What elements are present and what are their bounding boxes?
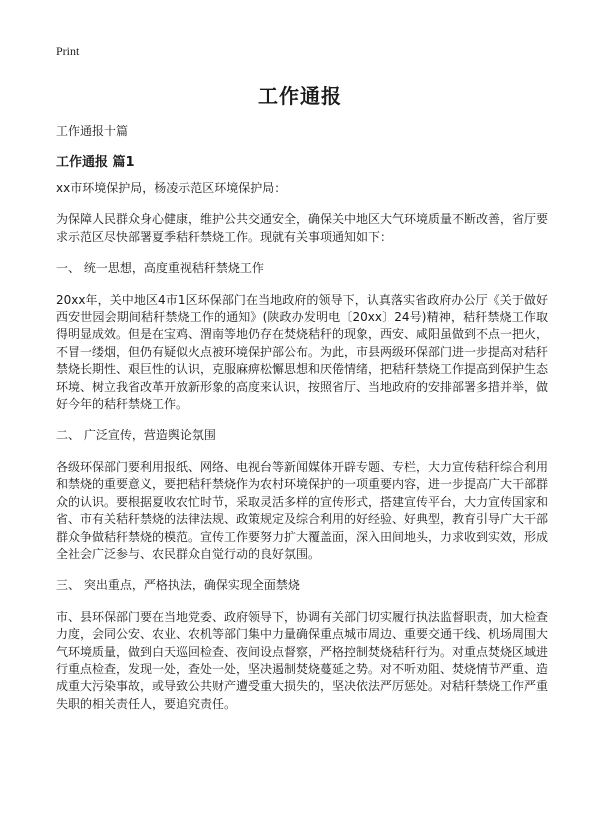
- section-3-heading: 三、 突出重点，严格执法，确保实现全面禁烧: [56, 578, 300, 593]
- section-1-heading: 一、 统一思想，高度重视秸秆禁烧工作: [56, 261, 264, 276]
- section-3-paragraph: 市、县环保部门要在当地党委、政府领导下，协调有关部门切实履行执法监督职责，加大检查力度，会同公安、农业、农机等部门集中力量确保重点城市周边、重要交通干线、机场周围大气环境质量，做到白天巡回检查、夜间设点督察，严格控制焚烧秸秆行为。对重点焚烧区域进行重点检查，发现一处，查处一处，坚决遏制焚烧蔓延之势。对不听劝阻、焚烧情节严重、造成重大污染事故，或导致公共财产遭受重大损失的，坚决依法严厉惩处。对秸秆禁烧工作严重失职的相关责任人，要追究责任。: [56, 609, 549, 711]
- document-subtitle: 工作通报十篇: [56, 124, 129, 138]
- page-title: 工作通报: [258, 84, 342, 108]
- section-2-heading: 二、 广泛宣传，营造舆论氛围: [56, 428, 216, 443]
- document-body: [56, 180, 548, 727]
- section-1-paragraph: 20xx年，关中地区4市1区环保部门在当地政府的领导下，认真落实省政府办公厅《关于做好西安世园会期间秸秆禁烧工作的通知》(陕政办发明电〔20xx〕24号)精神，秸秆禁烧工作取得明显成效。但是在宝鸡、渭南等地仍存在焚烧秸秆的现象，西安、咸阳虽做到不点一把火，不冒一缕烟，但仍有疑似火点被环境保护部公布。为此，市县两级环保部门进一步提高对秸秆禁烧长期性、艰巨性的认识，克服麻痹松懈思想和厌倦情绪，把秸秆禁烧工作提高到保护生态环境、树立我省改革开放新形象的高度来认识，按照省厅、当地政府的安排部署多措并举，做好今年的秸秆禁烧工作。: [56, 292, 549, 412]
- section-2-paragraph: 各级环保部门要利用报纸、网络、电视台等新闻媒体开辟专题、专栏，大力宣传秸秆综合利用和禁烧的重要意义，要把秸秆禁烧作为农村环境保护的一项重要内容，进一步提高广大干部群众的认识。要根据夏收农忙时节，采取灵活多样的宣传形式，搭建宣传平台，大力宣传国家和省、市有关秸秆禁烧的法律法规、政策规定及综合利用的好经验、好典型，教育引导广大干部群众争做秸秆禁烧的模范。宣传工作要努力扩大覆盖面，深入田间地头，力求收到实效，形成全社会广泛参与、农民群众自觉行动的良好氛围。: [56, 459, 549, 561]
- article-heading: 工作通报 篇1: [56, 155, 135, 170]
- salutation: xx市环境保护局，杨凌示范区环境保护局：: [56, 181, 287, 195]
- print-label: Print: [56, 44, 80, 58]
- intro-paragraph: 为保障人民群众身心健康，维护公共交通安全，确保关中地区大气环境质量不断改善，省厅要求示范区尽快部署夏季秸秆禁烧工作。现就有关事项通知如下：: [56, 212, 549, 244]
